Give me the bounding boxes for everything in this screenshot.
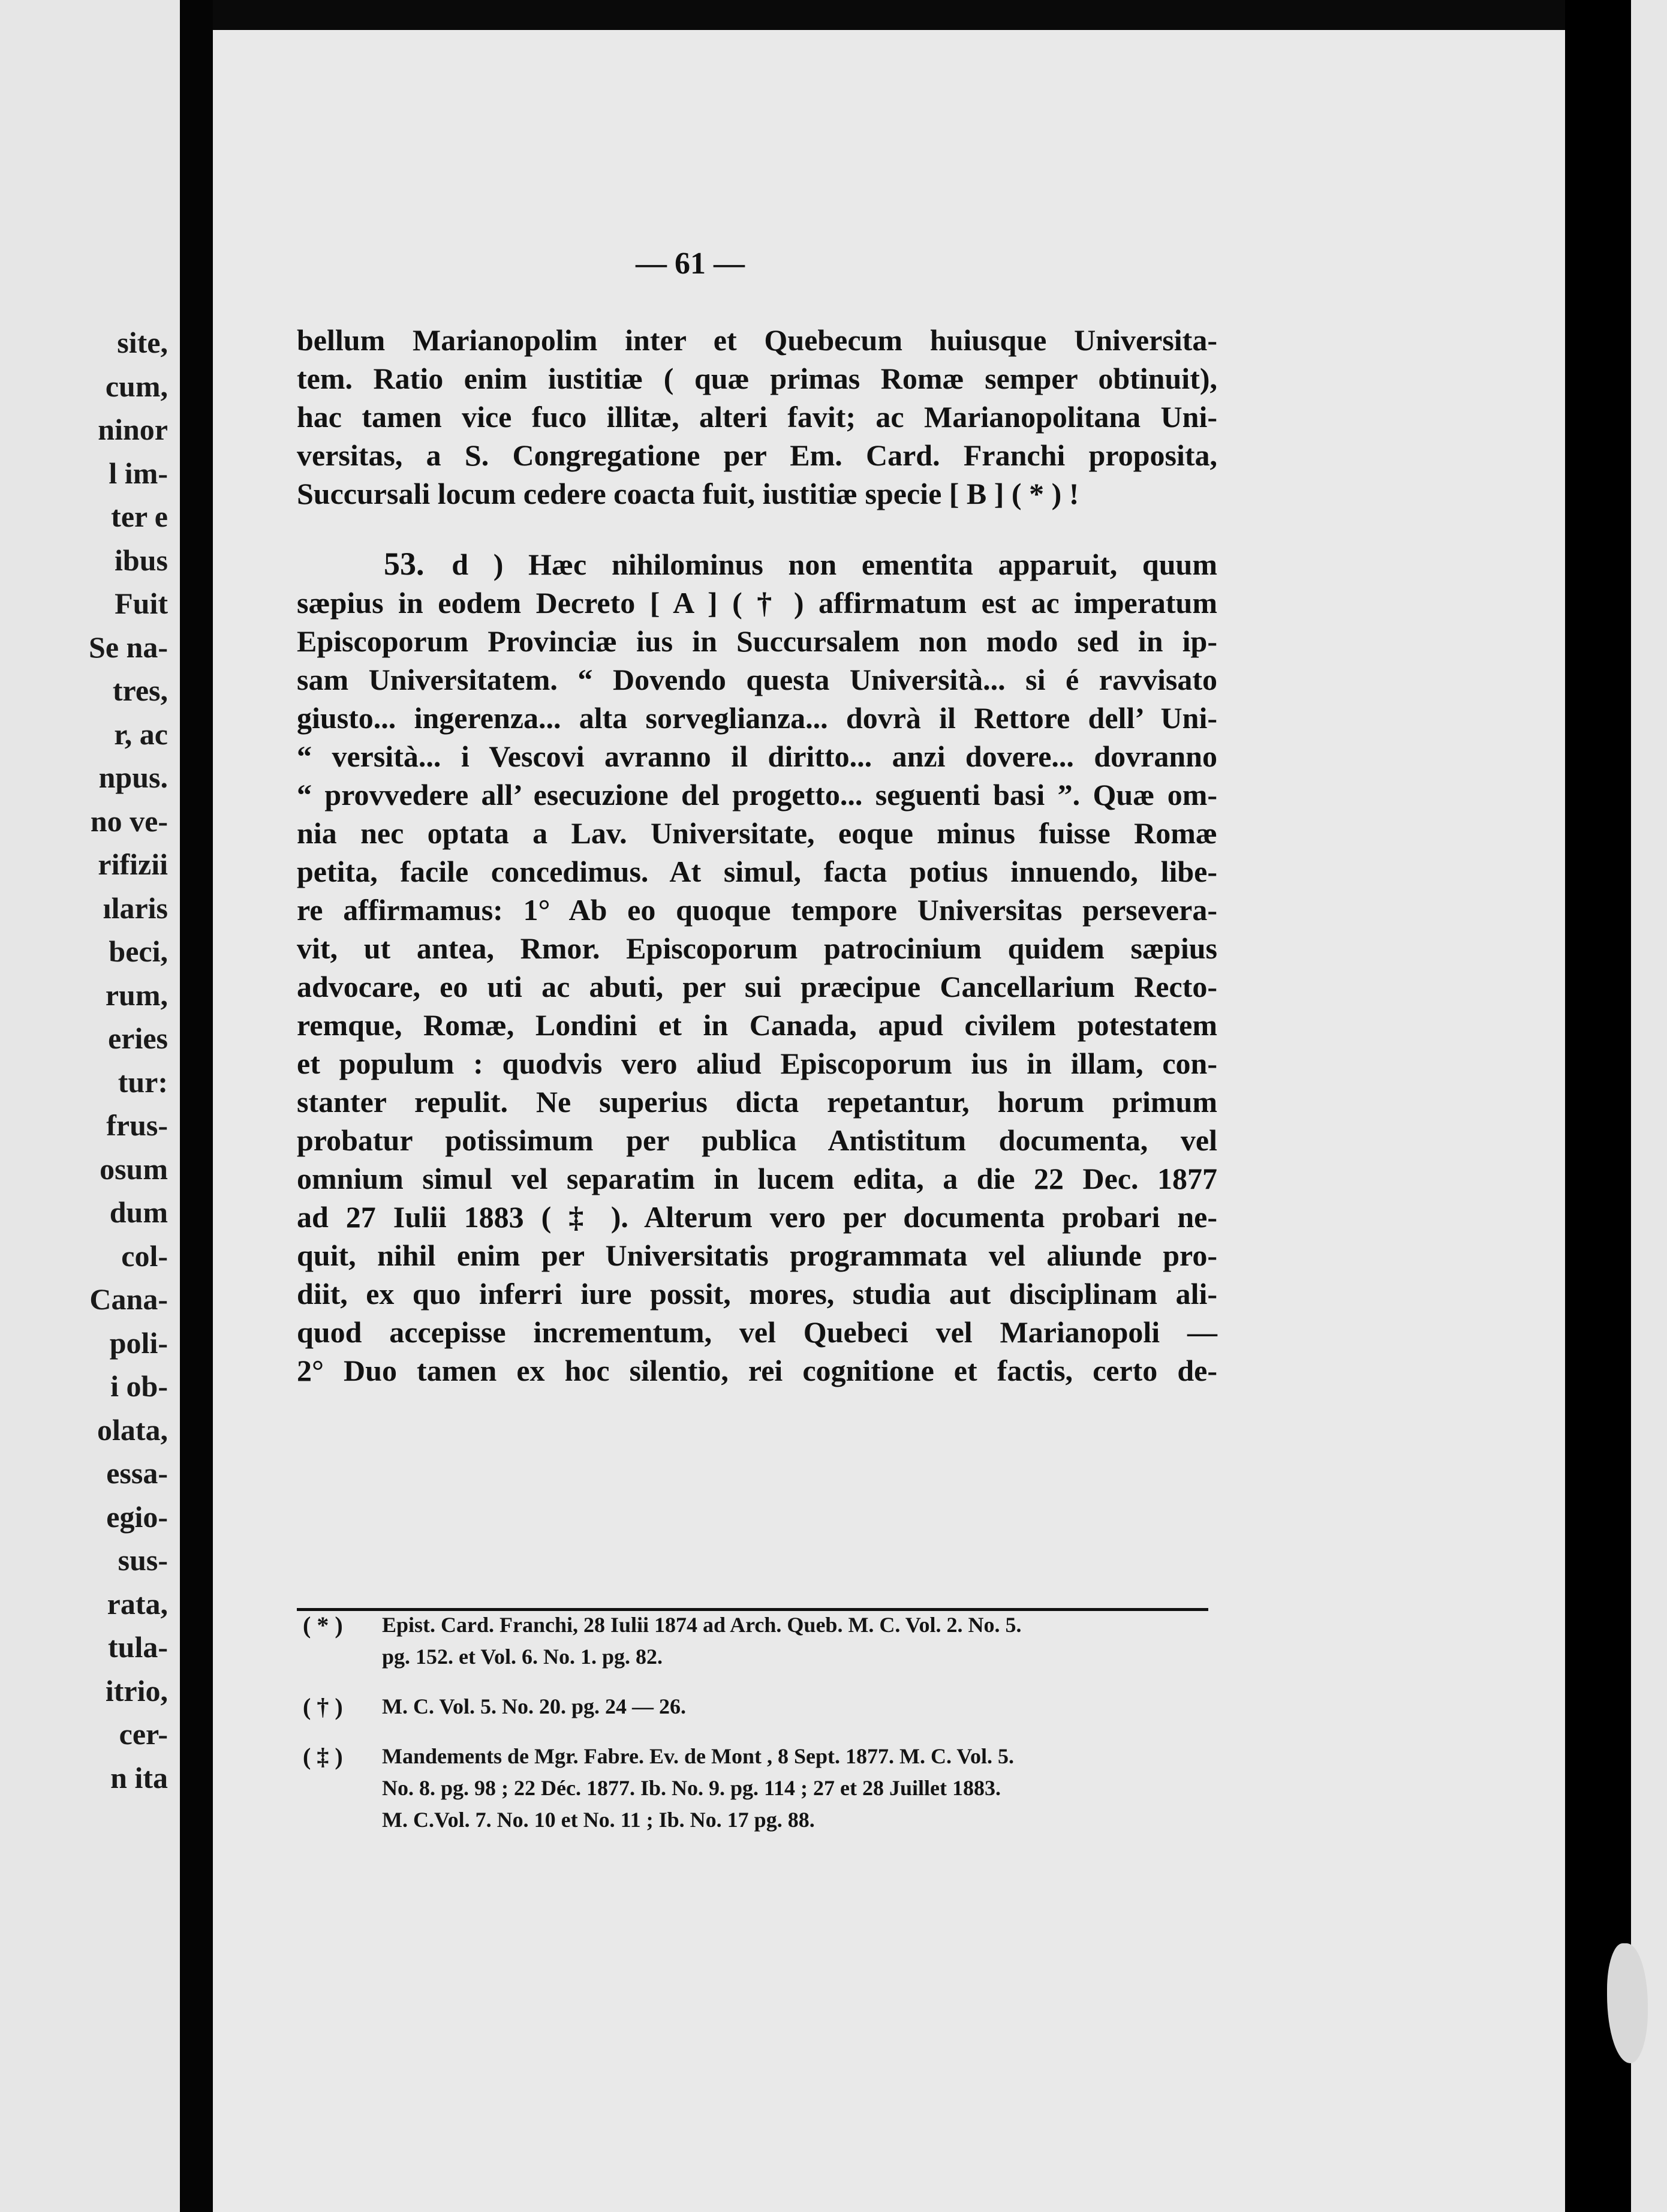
footnote-line: M. C.Vol. 7. No. 10 et No. 11 ; Ib. No. 17 pg. 88.	[382, 1808, 815, 1832]
text-line: re affirmamus: 1° Ab eo quoque tempore Universitas persevera-	[297, 893, 1217, 927]
left-fragment: col-	[121, 1239, 168, 1273]
text-line: d ) Hæc nihilominus non ementita apparuit, quum	[452, 548, 1218, 581]
left-fragment: npus.	[98, 761, 168, 794]
text-line: sæpius in eodem Decreto [ A ] ( † ) affirmatum est ac imperatum	[297, 586, 1217, 620]
text-line: quod accepisse incrementum, vel Quebeci vel Marianopoli —	[297, 1315, 1217, 1349]
text-line: “ versità... i Vescovi avranno il diritto... anzi dovere... dovranno	[297, 740, 1217, 773]
left-fragment: rum,	[105, 978, 168, 1012]
left-fragment: l im-	[109, 456, 168, 490]
footnote-line: Epist. Card. Franchi, 28 Iulii 1874 ad Arch. Queb. M. C. Vol. 2. No. 5.	[382, 1613, 1022, 1637]
left-fragment: ılaris	[103, 891, 168, 925]
left-page-edge	[0, 0, 180, 2212]
left-fragment: cer-	[119, 1717, 168, 1751]
text-line: omnium simul vel separatim in lucem edita, a die 22 Dec. 1877	[297, 1162, 1217, 1195]
footnote	[303, 1609, 1202, 1673]
right-scan-stripe	[1631, 0, 1667, 2212]
left-fragment: r, ac	[114, 717, 168, 751]
footnote-line: No. 8. pg. 98 ; 22 Déc. 1877. Ib. No. 9. pg. 114 ; 27 et 28 Juillet 1883.	[382, 1776, 1001, 1800]
text-line: “ provvedere all’ esecuzione del progetto... seguenti basi ”. Quæ om-	[297, 778, 1217, 812]
left-fragment: frus-	[106, 1108, 168, 1142]
book-gutter	[180, 0, 213, 2212]
text-line: vit, ut antea, Rmor. Episcoporum patrocinium quidem sæpius	[297, 931, 1217, 965]
left-fragment: eries	[108, 1021, 168, 1055]
left-fragment: ibus	[115, 543, 168, 577]
text-line: petita, facile concedimus. At simul, facta potius innuendo, libe-	[297, 855, 1217, 888]
left-fragment: tula-	[108, 1630, 168, 1664]
paragraph-start-line	[297, 545, 1217, 584]
left-fragment: poli-	[109, 1326, 168, 1360]
text-line: giusto... ingerenza... alta sorveglianza... dovrà il Rettore dell’ Uni-	[297, 701, 1217, 735]
left-fragment: tur:	[118, 1065, 168, 1099]
footnote-mark: ( ‡ )	[303, 1743, 343, 1770]
footnote	[303, 1691, 1202, 1723]
body-text	[297, 321, 1217, 1390]
footnotes	[303, 1609, 1202, 1836]
left-fragment: essa-	[106, 1456, 168, 1490]
text-line: advocare, eo uti ac abuti, per sui præcipue Cancellarium Recto-	[297, 970, 1217, 1003]
text-line: quit, nihil enim per Universitatis programmata vel aliunde pro-	[297, 1239, 1217, 1272]
footnote-mark: ( * )	[303, 1612, 343, 1639]
left-fragment: ninor	[98, 413, 168, 446]
text-line: 2° Duo tamen ex hoc silentio, rei cognitione et factis, certo de-	[297, 1354, 1217, 1387]
text-line: et populum : quodvis vero aliud Episcoporum ius in illam, con-	[297, 1047, 1217, 1080]
text-line: stanter repulit. Ne superius dicta repetantur, horum primum	[297, 1085, 1217, 1119]
footnote-line: pg. 152. et Vol. 6. No. 1. pg. 82.	[382, 1645, 663, 1669]
left-fragment: site,	[117, 326, 168, 359]
text-line: sam Universitatem. “ Dovendo questa Università... si é ravvisato	[297, 663, 1217, 696]
left-fragment: Se na-	[89, 630, 168, 664]
left-fragment: rata,	[107, 1586, 168, 1621]
left-fragment: tres,	[112, 674, 168, 707]
left-fragment: osum	[100, 1152, 168, 1186]
text-line: bellum Marianopolim inter et Quebecum huiusque Universita-	[297, 323, 1217, 357]
text-line: remque, Romæ, Londini et in Canada, apud civilem potestatem	[297, 1008, 1217, 1042]
paragraph-number: 53.	[384, 546, 425, 582]
footnote	[303, 1741, 1202, 1836]
left-fragment: rifizii	[98, 847, 168, 881]
text-line: hac tamen vice fuco illitæ, alteri favit; ac Marianopolitana Uni-	[297, 400, 1217, 434]
text-line: probatur potissimum per publica Antistitum documenta, vel	[297, 1123, 1217, 1157]
left-fragment: Fuit	[115, 587, 168, 620]
text-line: Episcoporum Provinciæ ius in Succursalem non modo sed in ip-	[297, 624, 1217, 658]
left-fragment: i ob-	[110, 1369, 168, 1403]
left-page-text	[0, 321, 180, 1799]
text-line: diit, ex quo inferri iure possit, mores, studia aut disciplinam ali-	[297, 1277, 1217, 1311]
left-fragment: n ita	[110, 1760, 168, 1795]
left-fragment: itrio,	[105, 1673, 168, 1708]
text-line: nia nec optata a Lav. Universitate, eoque minus fuisse Romæ	[297, 816, 1217, 850]
text-line: ad 27 Iulii 1883 ( ‡ ). Alterum vero per documenta probari ne-	[297, 1200, 1217, 1234]
footnote-mark: ( † )	[303, 1693, 343, 1720]
page-number: — 61 —	[636, 247, 745, 281]
footnote-line: Mandements de Mgr. Fabre. Ev. de Mont , 8 Sept. 1877. M. C. Vol. 5.	[382, 1744, 1015, 1768]
left-fragment: dum	[109, 1195, 168, 1229]
footnote-line: M. C. Vol. 5. No. 20. pg. 24 — 26.	[382, 1694, 687, 1718]
left-fragment: ter e	[111, 500, 168, 533]
left-fragment: beci,	[109, 934, 168, 968]
left-fragment: cum,	[105, 369, 168, 403]
left-fragment: egio-	[106, 1499, 168, 1534]
left-fragment: no ve-	[90, 804, 168, 838]
left-fragment: Cana-	[89, 1282, 168, 1316]
left-fragment: olata,	[97, 1412, 168, 1447]
text-line: Succursali locum cedere coacta fuit, iustitiæ specie [ B ] ( * ) !	[297, 477, 1079, 510]
text-line: tem. Ratio enim iustitiæ ( quæ primas Romæ semper obtinuit),	[297, 362, 1217, 395]
left-fragment: sus-	[118, 1543, 168, 1577]
text-line: versitas, a S. Congregatione per Em. Card. Franchi proposita,	[297, 438, 1217, 472]
